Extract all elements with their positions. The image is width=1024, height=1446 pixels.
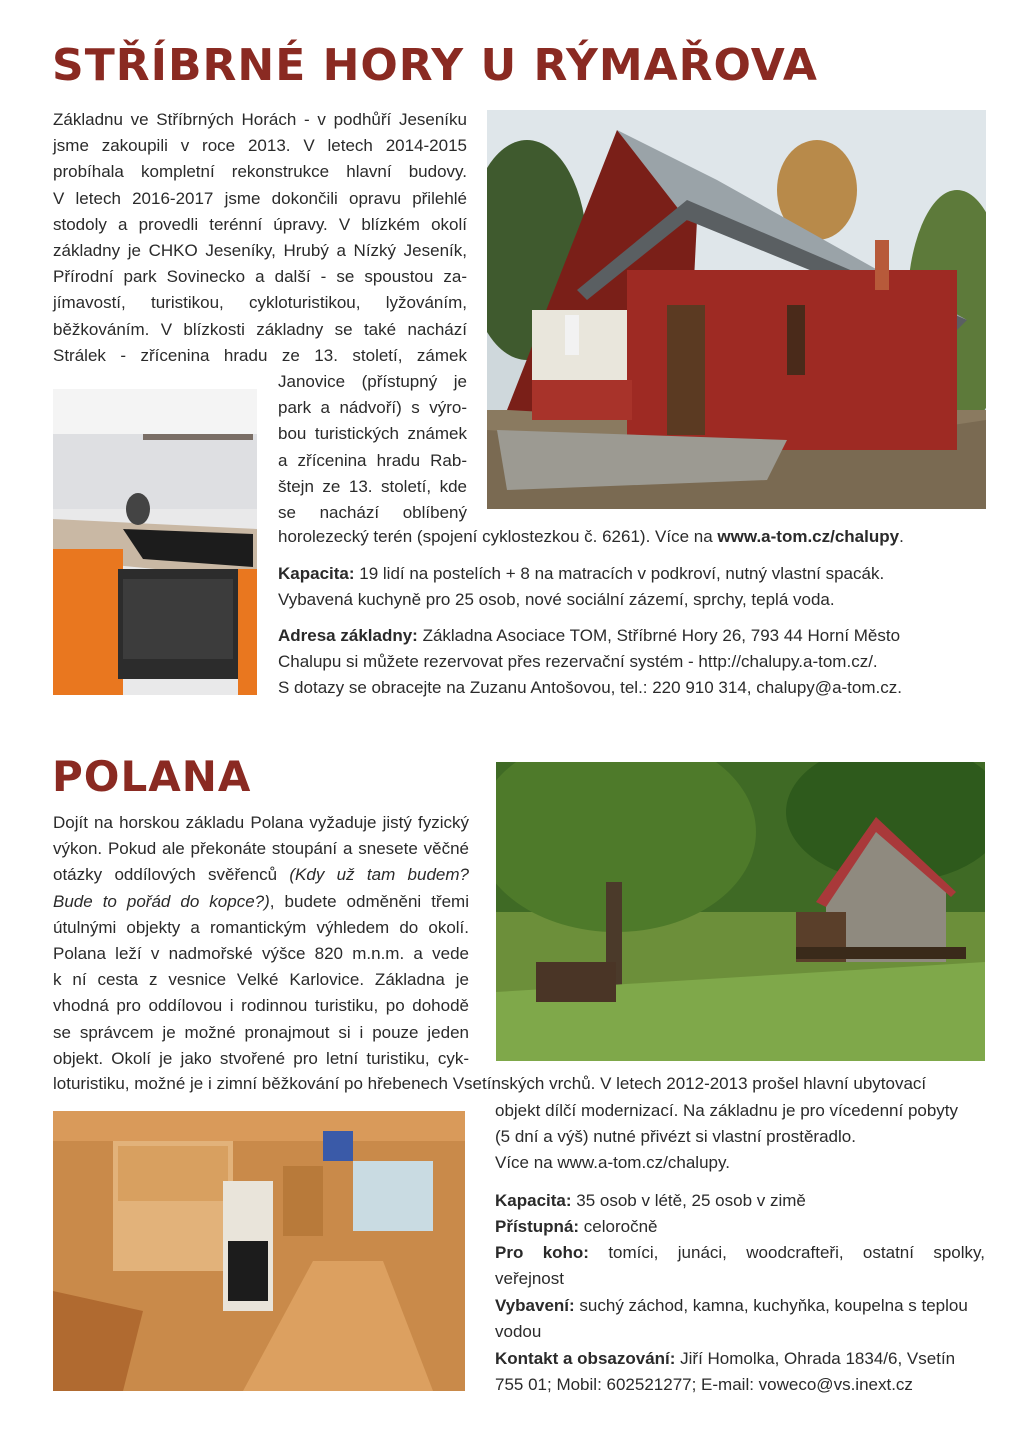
text-line: základny je CHKO Jeseníky, Hrubý a Nízký Jeseník, (53, 241, 467, 260)
text-line: probíhala kompletní rekonstrukce hlavní budovy. (53, 162, 467, 182)
text-line: Základnu ve Stříbrných Horách - v podhůří Jeseníku (53, 110, 467, 129)
section2-equip-text: suchý záchod, kamna, kuchyňka, koupelna s teplou (574, 1296, 968, 1315)
text-line: se správcem je možné pronajmout si i pouze jeden (53, 1022, 469, 1042)
text-line: Janovice (přístupný je (278, 372, 467, 391)
text-line: objekt. Okolí je jako stvořené pro letní turistiku, cyk- (53, 1048, 469, 1068)
text-line: útulnými objekty a romantickým výhledem do okolí. (53, 917, 469, 937)
section2-capacity (495, 1188, 806, 1214)
text-segment: , budete odměněni třemi (269, 891, 469, 911)
text-line: vhodná pro oddílovou i rodinnou turistiku, po dohodě (53, 996, 469, 1016)
section2-full-line: loturistiku, možné je i zimní běžkování po hřebenech Vsetínských vrchů. V letech 2012-2013 prošel hlavní ubytovací (53, 1074, 927, 1093)
section2-equip (495, 1293, 968, 1319)
text-line: Přírodní park Sovinecko a další - se spoustou za- (53, 267, 467, 287)
section1-capacity-label: Kapacita: (278, 564, 355, 583)
polana-photo (496, 762, 985, 1061)
italic-segment: Bude to pořád do kopce?) (53, 891, 270, 911)
text-line: štejn ze 13. století, kde (278, 476, 467, 496)
text-line: jsme zakoupili v roce 2013. V letech 2014-2015 (53, 136, 467, 156)
text-line: a zřícenina hradu Rab- (278, 450, 467, 470)
section2-equip-label: Vybavení: (495, 1296, 575, 1315)
section1-web-link[interactable]: www.a-tom.cz/chalupy (717, 527, 900, 546)
text-line: (5 dní a výš) nutné přivézt si vlastní prostěradlo. (495, 1127, 856, 1147)
section1-capacity-text: 19 lidí na postelích + 8 na matracích v podkroví, nutný vlastní spacák. (354, 564, 885, 583)
text-line: Polana leží v nadmořské výšce 820 m.n.m. a vede (53, 944, 469, 963)
section1-link-end: . (899, 527, 904, 546)
section2-contact-label: Kontakt a obsazování: (495, 1349, 676, 1368)
section2-for (495, 1240, 985, 1266)
text-line: stodoly a provedli terénní úpravy. V blízkém okolí (53, 214, 467, 234)
section1-last-line (278, 524, 904, 550)
section2-equip-line2: vodou (495, 1322, 542, 1341)
text-line: Více na www.a-tom.cz/chalupy. (495, 1153, 730, 1173)
section2-access (495, 1214, 658, 1240)
section2-access-label: Přístupná: (495, 1217, 580, 1236)
text-line: k ní cesta z vesnice Velké Karlovice. Základna je (53, 970, 469, 990)
text-line: Strálek - zřícenina hradu ze 13. století, zámek (53, 345, 467, 365)
section1-address-label: Adresa základny: (278, 626, 418, 645)
section2-contact-text: Jiří Homolka, Ohrada 1834/6, Vsetín (675, 1349, 956, 1368)
section2-access-text: celoročně (579, 1217, 658, 1236)
section1-address (278, 623, 900, 649)
text-line: výkon. Pokud ale překonáte stoupání a snesete věčné (53, 839, 469, 859)
text-segment: otázky oddílových svěřenců (53, 865, 278, 885)
text-line: se nachází oblíbený (278, 503, 467, 522)
text-line (53, 889, 469, 915)
section2-contact (495, 1346, 955, 1372)
kitchen-photo (53, 389, 257, 695)
section2-capacity-text: 35 osob v létě, 25 osob v zimě (571, 1191, 806, 1210)
text-line (53, 862, 469, 888)
interior-photo (53, 1111, 465, 1391)
text-line: objekt dílčí modernizací. Na základnu je pro vícedenní pobyty (495, 1101, 959, 1120)
section1-address-line3: S dotazy se obracejte na Zuzanu Antošovou, tel.: 220 910 314, chalupy@a-tom.cz. (278, 678, 902, 697)
text-line: bou turistických známek (278, 424, 467, 444)
text-line: běžkováním. V blízkosti základny se také nachází (53, 319, 467, 339)
section2-title: POLANA (52, 752, 252, 801)
section1-address-line2: Chalupu si můžete rezervovat přes rezervační systém - http://chalupy.a-tom.cz/. (278, 652, 878, 671)
section1-last-line-text: horolezecký terén (spojení cyklostezkou č. 6261). Více na (278, 527, 718, 546)
house-photo (487, 110, 986, 509)
section2-capacity-label: Kapacita: (495, 1191, 572, 1210)
section1-title: STŘÍBRNÉ HORY U RÝMAŘOVA (52, 40, 818, 91)
text-line: park a nádvoří) s výro- (278, 398, 467, 418)
text-line: Dojít na horskou základu Polana vyžaduje jistý fyzický (53, 813, 469, 832)
text-line: V letech 2016-2017 jsme dokončili opravu přilehlé (53, 188, 467, 208)
section2-for-line2: veřejnost (495, 1269, 564, 1288)
section2-for-label: Pro koho: (495, 1243, 589, 1262)
section2-contact-line2: 755 01; Mobil: 602521277; E-mail: voweco@vs.inext.cz (495, 1375, 913, 1394)
section2-for-text: tomíci, junáci, woodcrafteři, ostatní spolky, (588, 1243, 985, 1262)
section1-capacity (278, 561, 884, 587)
section1-capacity-line2: Vybavená kuchyně pro 25 osob, nové sociální zázemí, sprchy, teplá voda. (278, 590, 835, 609)
section1-address-text: Základna Asociace TOM, Stříbrné Hory 26, 793 44 Horní Město (417, 626, 901, 645)
text-line: jímavostí, turistikou, cykloturistikou, lyžováním, (53, 293, 467, 313)
italic-segment: (Kdy už tam budem? (289, 865, 469, 885)
